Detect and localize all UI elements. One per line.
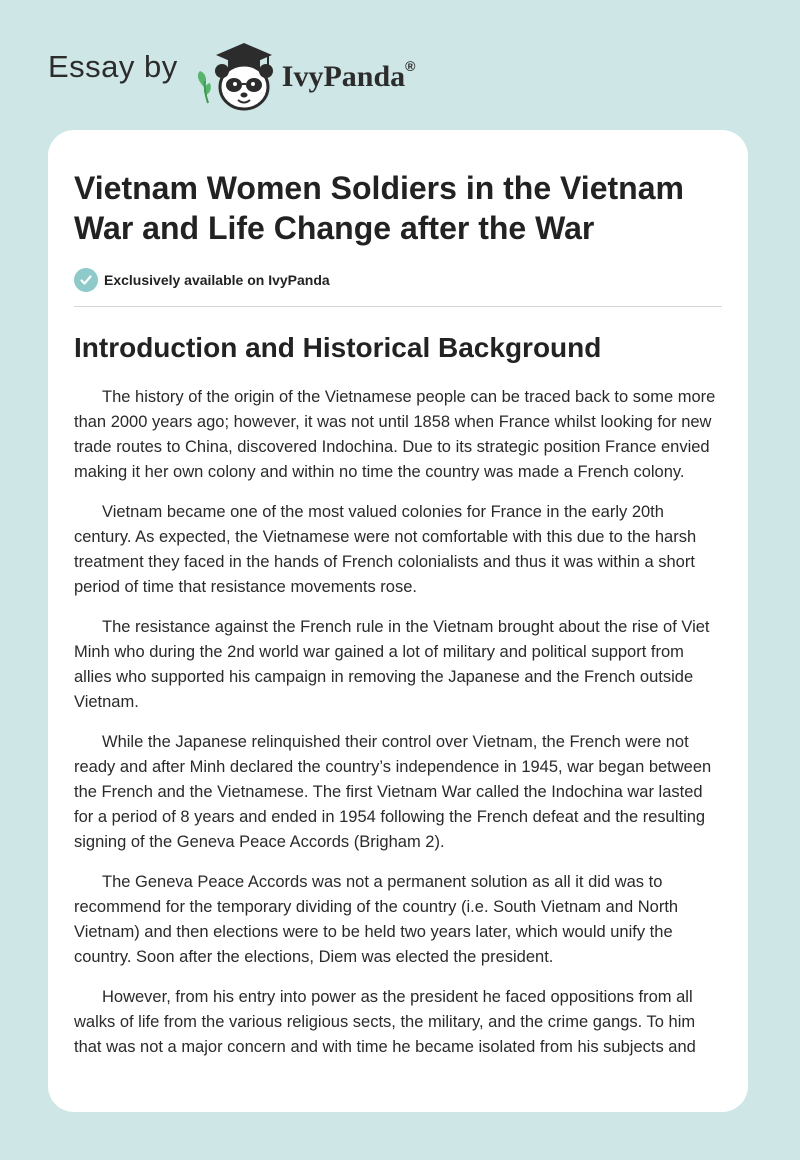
exclusive-badge — [74, 268, 722, 292]
badge-text: Exclusively available on IvyPanda — [104, 272, 330, 288]
paragraph: The Geneva Peace Accords was not a permanent solution as all it did was to recommend for the temporary dividing of the country (i.e. South Vietnam and North Vietnam) and then elections were to be held two years later, which would unify the country. Soon after the elections, Diem was elected the president. — [74, 873, 679, 966]
paragraph: While the Japanese relinquished their control over Vietnam, the French were not ready and after Minh declared the country’s independence in 1945, war began between the French and the Vietnamese. The first Vietnam War called the Indochina war lasted for a period of 8 years and ended in 1954 following the French defeat and the resulting signing of the Geneva Peace Accords (Brigham 2). — [74, 733, 712, 851]
essay-card — [48, 130, 748, 1112]
paragraph: However, from his entry into power as the president he faced oppositions from all walks of life from the various religious sects, the military, and the crime gangs. To him that was not a major concern and with time he became isolated from his subjects and — [74, 988, 696, 1056]
ivypanda-logo[interactable] — [192, 37, 416, 113]
essay-by-label: Essay by — [48, 49, 178, 84]
divider — [74, 306, 722, 307]
check-icon — [74, 268, 98, 292]
paragraph: Vietnam became one of the most valued colonies for France in the early 20th century. As expected, the Vietnamese were not comfortable with this due to the harsh treatment they faced in the hands of French colonialists and thus it was within a short period of time that resistance movements rose. — [74, 503, 697, 596]
registered-mark: ® — [405, 58, 416, 74]
paragraph: The resistance against the French rule in the Vietnam brought about the rise of Viet Minh who during the 2nd world war gained a lot of military and political support from allies who supported his campaign in removing the Japanese and the French outside Vietnam. — [74, 618, 710, 711]
site-header — [48, 30, 415, 120]
brand-name-text: IvyPanda — [281, 60, 406, 93]
page-title: Vietnam Women Soldiers in the Vietnam War and Life Change after the War — [74, 170, 684, 246]
brand-name — [282, 60, 416, 94]
paragraph: The history of the origin of the Vietnamese people can be traced back to some more than 2000 years ago; however, it was not until 1858 when France whilst looking for new trade routes to China, discovered Indochina. Due to its strategic position France envied making it her own colony and within no time the country was made a French colony. — [74, 388, 716, 481]
section-title: Introduction and Historical Background — [74, 332, 602, 363]
panda-graduate-icon — [192, 37, 276, 113]
